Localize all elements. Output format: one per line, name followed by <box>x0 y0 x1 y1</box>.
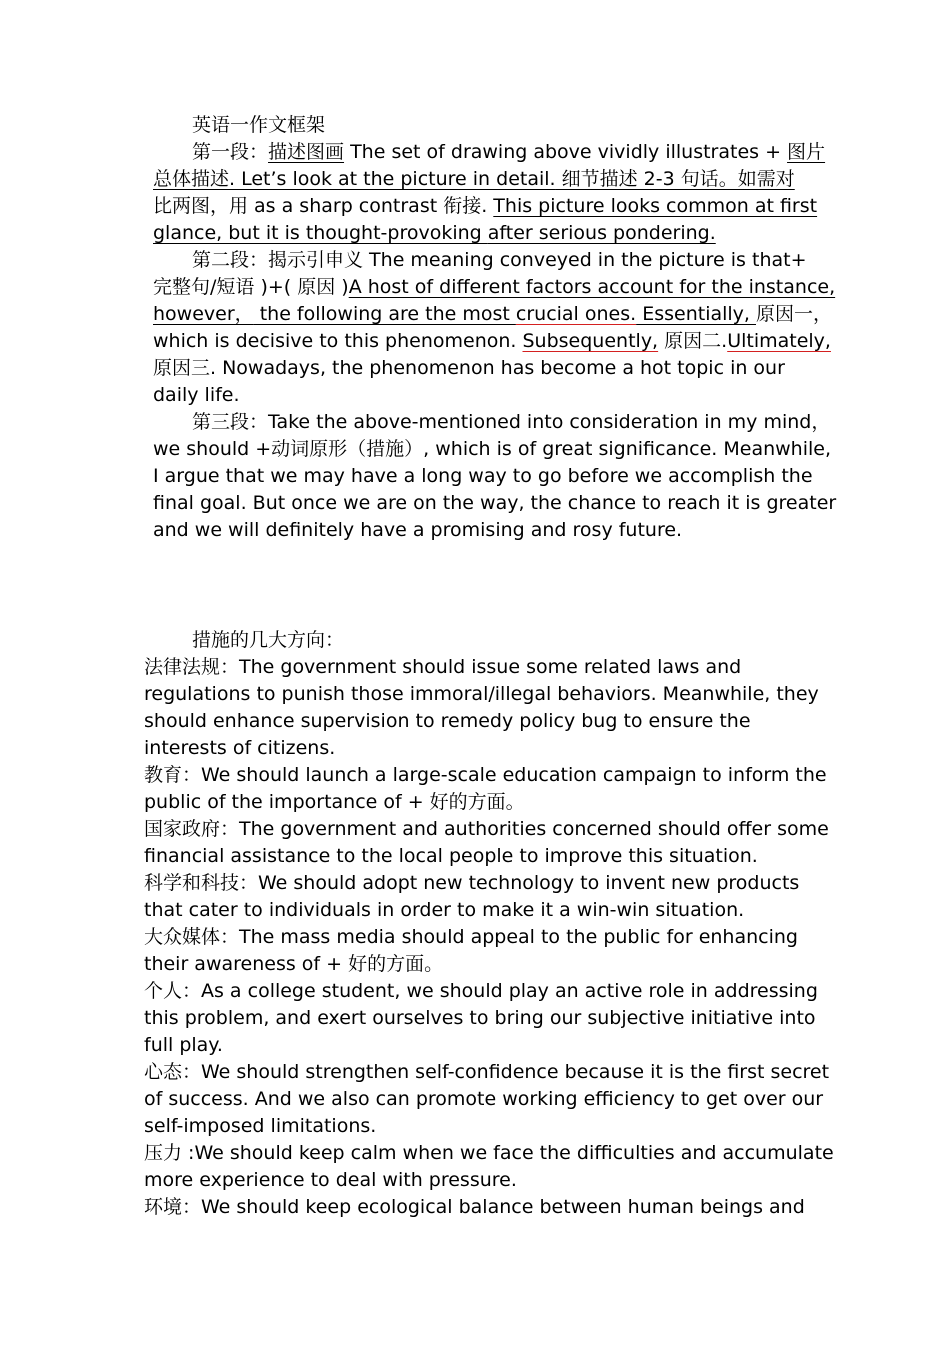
paragraph-2-line-5: 原因三. Nowadays, the phenomenon has become a hot topic in our <box>153 357 785 379</box>
measures-line: 大众媒体：The mass media should appeal to the public for enhancing <box>144 926 798 948</box>
measures-line: regulations to punish those immoral/illegal behaviors. Meanwhile, they <box>144 683 819 705</box>
paragraph-2-line-4: which is decisive to this phenomenon. Subsequently, 原因二.Ultimately, <box>153 330 831 352</box>
measures-line: 教育：We should launch a large-scale education campaign to inform the <box>144 764 827 786</box>
doc-title: 英语一作文框架 <box>192 114 326 136</box>
paragraph-3-line-1: 第三段：Take the above-mentioned into consideration in my mind， <box>192 411 831 433</box>
paragraph-1-line-2: 总体描述. Let’s look at the picture in detail. 细节描述 2-3 句话。如需对 <box>153 168 795 190</box>
measures-line: public of the importance of + 好的方面。 <box>144 791 525 813</box>
measures-line: that cater to individuals in order to make it a win-win situation. <box>144 899 745 921</box>
measures-line: 国家政府：The government and authorities concerned should offer some <box>144 818 829 840</box>
paragraph-3-line-4: final goal. But once we are on the way, the chance to reach it is greater <box>153 492 837 514</box>
measures-line: their awareness of + 好的方面。 <box>144 953 444 975</box>
measures-line: of success. And we also can promote working efficiency to get over our <box>144 1088 824 1110</box>
measures-line: this problem, and exert ourselves to bring our subjective initiative into <box>144 1007 816 1029</box>
paragraph-2-line-3: however， the following are the most crucial ones. Essentially, 原因一， <box>153 303 833 325</box>
measures-line: interests of citizens. <box>144 737 336 759</box>
paragraph-2-line-6: daily life. <box>153 384 240 406</box>
measures-line: 环境：We should keep ecological balance between human beings and <box>144 1196 805 1218</box>
measures-line: 压力 :We should keep calm when we face the difficulties and accumulate <box>144 1142 834 1164</box>
paragraph-2-line-1: 第二段：揭示引申义 The meaning conveyed in the picture is that+ <box>192 249 807 271</box>
measures-line: 个人：As a college student, we should play an active role in addressing <box>144 980 818 1002</box>
measures-line: more experience to deal with pressure. <box>144 1169 517 1191</box>
measures-line: 法律法规：The government should issue some related laws and <box>144 656 742 678</box>
paragraph-2-line-2: 完整句/短语 )+( 原因 )A host of different factors account for the instance, <box>153 276 836 298</box>
measures-line: 心态：We should strengthen self-confidence because it is the first secret <box>144 1061 830 1083</box>
measures-line: financial assistance to the local people to improve this situation. <box>144 845 758 867</box>
paragraph-1-line-1: 第一段：描述图画 The set of drawing above vividly illustrates + 图片 <box>192 141 826 163</box>
paragraph-3-line-5: and we will definitely have a promising and rosy future. <box>153 519 683 541</box>
measures-line: should enhance supervision to remedy policy bug to ensure the <box>144 710 751 732</box>
measures-line: self-imposed limitations. <box>144 1115 377 1137</box>
paragraph-1-line-4: glance, but it is thought-provoking after serious pondering. <box>153 222 716 244</box>
paragraph-1-line-3: 比两图，用 as a sharp contrast 衔接. This picture looks common at first <box>153 195 818 217</box>
paragraph-3-line-2: we should +动词原形（措施）, which is of great significance. Meanwhile, <box>153 438 831 460</box>
measures-line: full play. <box>144 1034 223 1056</box>
paragraph-3-line-3: I argue that we may have a long way to go before we accomplish the <box>153 465 813 487</box>
measures-heading: 措施的几大方向： <box>192 629 345 651</box>
measures-line: 科学和科技：We should adopt new technology to invent new products <box>144 872 800 894</box>
